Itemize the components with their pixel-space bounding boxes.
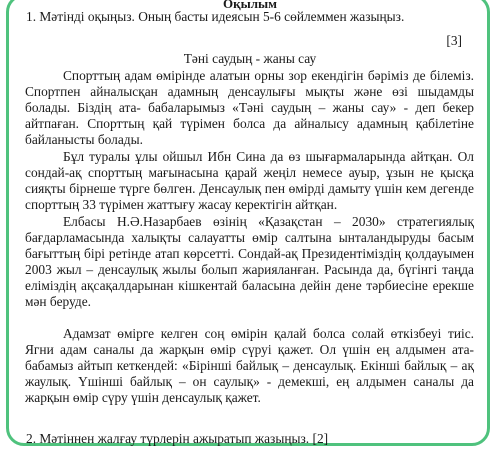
text-heading: Тәні саудың - жаны сау (183, 51, 317, 66)
paragraph-3: Елбасы Н.Ә.Назарбаев өзінің «Қазақстан – 2030» стратегиялық бағдарламасында халықты салауатты өмір салтына ынталандыруды басым бағыттың бірі ретінде атап көрсетті. Сондай-ақ Президентіміздің қолдауымен 2003 жыл – денсаулық жылы болып жарияланған. Расында да, бүгінгі таңда еліміздің ақсақалдарынан кішкентай баласына дейін дене тәрбиесіне ерекше мән беруде. (25, 214, 474, 310)
section-title: Оқылым (222, 0, 278, 11)
paragraph-1: Спорттың адам өміріндe алатын орны зор екендігін бәріміз де білеміз. Спортпен айналысқан адамның денсаулығы мықты және өзі шыдамды болады. Біздің ата- бабаларымыз «Тәні саудың – жаны сау» - деп бекер айтпаған. Спорттың қай түрімен болса да айналысу адамның қабілетіне байланысты болады. (25, 68, 474, 148)
paragraph-4: Адамзат өмірге келген соң өмірін қалай болса солай өткізбеуі тиіс. Ягни адам саналы да жарқын өмір сүруі қажет. Ол үшін ең алдымен ата-бабамыз айтып кеткендей: «Бірінші байлық – денсаулық. Екінші байлық – ақ жаулық. Үшінші байлық – он саулық» - демекші, ең алдымен саналы да жарқын өмір сүру үшін денсаулық қажет. (25, 326, 474, 406)
question-2: 2. Мәтіннен жалғау түрлерін ажыратып жазыңыз. [2] (26, 431, 329, 446)
question-1: 1. Мәтінді оқыңыз. Оның басты идеясын 5-6 сөйлеммен жазыңыз. (26, 9, 405, 24)
paragraph-2: Бұл туралы ұлы ойшыл Ибн Сина да өз шығармаларында айтқан. Ол сондай-ақ спорттың мағынасына қарай жеңіл немесе ауыр, ұзын не қысқа сияқты бірнеше түрге бөлген. Денсаулық пен өмірді дамыту үшін кем дегенде спорттың 33 түрімен жаттығу жасау керектігін айтқан. (25, 149, 474, 213)
question-1-score: [3] (446, 33, 462, 48)
